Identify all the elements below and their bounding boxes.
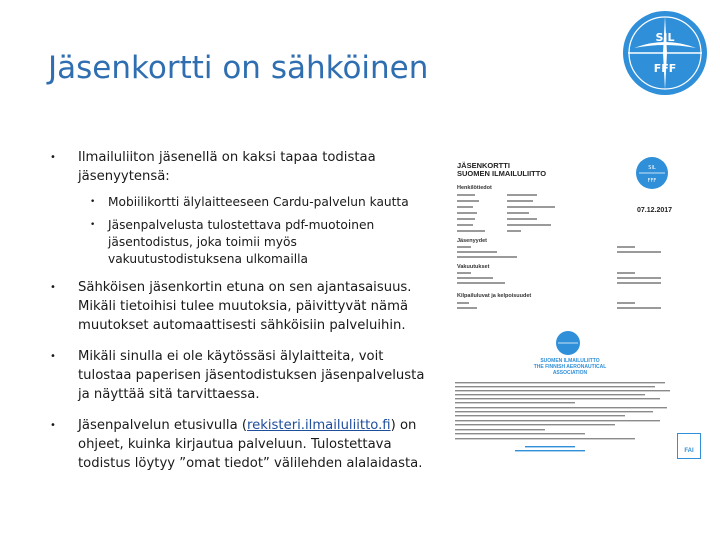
certificate-text-lines [455, 382, 680, 454]
sub-bullet-item [50, 194, 430, 211]
membership-card-image [445, 150, 695, 320]
card-logo-bottom: FFF [647, 178, 657, 184]
bullet-text-before: Jäsenpalvelun etusivulla ( [78, 418, 248, 433]
certificate-org-line3: ASSOCIATION [552, 370, 588, 376]
card-competition-lines [457, 302, 687, 316]
bullet-item [50, 347, 430, 404]
card-date: 07.12.2017 [637, 207, 673, 214]
certificate-logo-icon [555, 330, 581, 356]
fai-badge: FAI [677, 433, 701, 459]
card-membership-lines [457, 246, 687, 260]
logo-bottom-text: FFF [653, 62, 677, 75]
bullet-text-after: ) on ohjeet, kuinka kirjautua palveluun. Tulostettava todistus löytyy ”omat tiedot” välilehden alalaidasta. [78, 418, 423, 471]
card-title-line1: JÄSENKORTTI [457, 161, 510, 170]
card-title-line2: SUOMEN ILMAILULIITTO [457, 169, 547, 178]
card-section-competition: Kilpailuluvat ja kelpoisuudet [457, 293, 532, 299]
bullet-item [50, 416, 430, 473]
card-personal-lines [457, 194, 577, 234]
sub-bullet-icon: • [90, 220, 96, 230]
bullet-item [50, 148, 430, 186]
card-logo-top: SIL [648, 165, 656, 171]
bullet-text: Mikäli sinulla ei ole käytössäsi älylaitteita, voit tulostaa paperisen jäsentodistuksen jäsenpalvelusta ja näyttää sitä tarvittaessa. [78, 349, 425, 402]
bullet-icon: • [50, 420, 56, 431]
bullet-icon: • [50, 351, 56, 362]
certificate-org-line2: THE FINNISH AERONAUTICAL [533, 364, 607, 370]
slide-title: Jäsenkortti on sähköinen [48, 50, 429, 86]
bullet-icon: • [50, 282, 56, 293]
card-insurance-lines [457, 272, 687, 288]
card-section-insurance: Vakuutukset [457, 264, 490, 270]
certificate-org-line1: SUOMEN ILMAILULIITTO [540, 358, 600, 364]
sub-bullet-text: Mobiilikortti älylaitteeseen Cardu-palvelun kautta [108, 195, 409, 209]
bullet-item [50, 278, 430, 335]
logo-top-text: SIL [655, 31, 675, 44]
bullet-text: Ilmailuliiton jäsenellä on kaksi tapaa todistaa jäsenyytensä: [78, 150, 376, 184]
card-section-memberships: Jäsenyydet [457, 238, 487, 244]
sub-bullet-item [50, 217, 430, 268]
certificate-image [455, 330, 710, 465]
sub-bullet-icon: • [90, 197, 96, 207]
bullet-icon: • [50, 152, 56, 163]
card-section-personal: Henkilötiedot [457, 185, 492, 191]
registry-link[interactable]: rekisteri.ilmailuliitto.fi [247, 418, 391, 433]
sil-fff-logo [620, 8, 710, 98]
card-logo-icon [635, 156, 669, 190]
bullet-text: Sähköisen jäsenkortin etuna on sen ajantasaisuus. Mikäli tietoihisi tulee muutoksia, päivittyvät nämä muutokset automaattisesti sähköisiin palveluihin. [78, 280, 412, 333]
sub-bullet-text: Jäsenpalvelusta tulostettava pdf-muotoinen jäsentodistus, joka toimii myös vakuutustodistuksena ulkomailla [108, 218, 375, 266]
bullet-list [50, 148, 430, 473]
